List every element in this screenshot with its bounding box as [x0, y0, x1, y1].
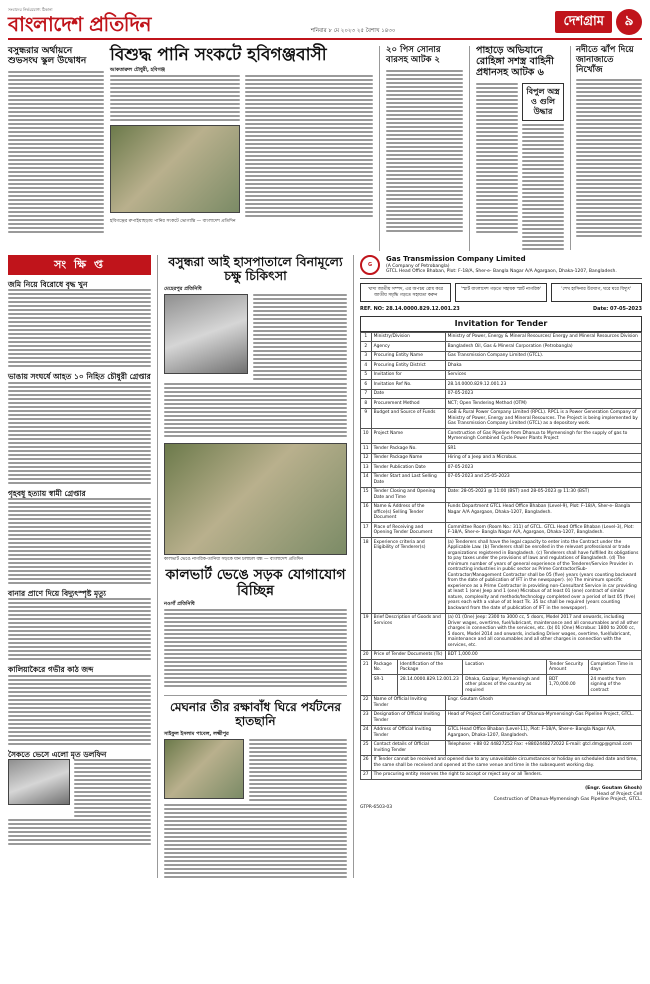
lot-cell: 24 months from signing of the contract: [588, 675, 641, 696]
water-crisis-story: [110, 46, 380, 251]
dolphin-photo: [8, 759, 70, 805]
river-story: [570, 46, 642, 250]
brief-item-body: [8, 289, 151, 367]
tender-cell-value: Head of Project Cell Construction of Dhanua-Mymensingh Gas Pipeline Project, GTCL.: [445, 710, 641, 725]
masthead: [8, 6, 642, 40]
slogan: 'স্মার্ট বাংলাদেশ গড়তে সহায়ক স্মার্ট নাগরিক': [455, 283, 546, 302]
tender-cell-label: Brief Description of Goods and Services: [371, 613, 445, 650]
school-body: [8, 71, 104, 233]
arms-recovered-box: বিপুল অস্ত্র ও গুলি উদ্ধার: [522, 83, 564, 121]
tender-cell-no: 14: [361, 472, 372, 487]
tender-cell-value: Gas Transmission Company Limited (GTCL).: [445, 351, 641, 361]
lot-header: Package No.: [371, 660, 398, 675]
section-badge: [555, 9, 642, 35]
tender-cell-label: Tender Start and Last Selling Date: [371, 472, 445, 487]
brief-item-title: জমি নিয়ে বিরোধে বৃদ্ধ খুন: [8, 279, 88, 289]
brief-item-body: [8, 598, 151, 660]
meghna-body-a: [249, 739, 347, 801]
tender-signature: [360, 786, 642, 803]
tender-row: [361, 725, 642, 740]
tender-header: [360, 255, 642, 279]
tender-cell-no: 25: [361, 740, 372, 755]
tender-cell-value: GoB & Rural Power Company Limited (RPCL). RPCL is a Power Generation Company of Ministry of Power, Energy and Mineral Resources. The Project is being implemented by Gas Transmission Company Limited (GTCL) as a depository work.: [445, 408, 641, 429]
date-line: শনিবার ৮ মে ২০২৩ ২৫ বৈশাখ ১৪৩০: [310, 28, 396, 35]
gold-bar-headline: ২০ পিস সোনার বারসহ আটক ২: [386, 45, 441, 65]
culvert-body: [164, 609, 347, 687]
brief-items: [8, 280, 151, 845]
tender-cell-value: Hiring of a Jeep and a Microbus.: [445, 453, 641, 463]
tender-cell-no: 4: [361, 361, 372, 371]
tender-cell-label: Name of Official Inviting Tender: [371, 695, 445, 710]
slogans: [360, 283, 642, 302]
tender-cell-label: Price of Tender Documents (Tk): [371, 650, 445, 660]
tender-cell-no: 10: [361, 429, 372, 444]
tender-cell-label: Tender Closing and Opening Date and Time: [371, 487, 445, 502]
tender-row: [361, 380, 642, 390]
signer-org: Construction of Dhanua-Mymensingh Gas Pipeline Project, GTCL.: [493, 797, 642, 803]
tender-cell-value: Ministry of Power, Energy & Mineral Resources/ Energy and Mineral Resources Division: [445, 332, 641, 342]
tender-cell-value: Telephone: +88 02 44827252 Fax: +8802448272022 E-mail: gtcl.dmgp@gmail.com: [445, 740, 641, 755]
tender-title: Invitation for Tender: [360, 316, 642, 332]
tender-row: [361, 502, 642, 523]
tender-cell-label: Procuring Entity District: [371, 361, 445, 371]
rohingya-headline: পাহাড়ে অভিযানে রোহিঙ্গা সশস্ত্র বাহিনী প্রধানসহ আটক ৬: [476, 45, 554, 78]
tender-footer-code: GTPR-6503-03: [360, 805, 393, 811]
tender-cell-no: 22: [361, 695, 372, 710]
tender-cell-label: Budget and Source of Funds: [371, 408, 445, 429]
tender-row: [361, 332, 642, 342]
tender-row: [361, 444, 642, 454]
tender-table-contacts: [360, 695, 642, 781]
water-crisis-body-a: [110, 75, 240, 121]
tender-cell-value: Engr. Goutam Ghosh: [445, 695, 641, 710]
tender-row: [361, 429, 642, 444]
tender-cell-no: 7: [361, 389, 372, 399]
rohingya-body-a: [476, 83, 518, 250]
tender-cell-no: 8: [361, 399, 372, 409]
meghna-byline: সাইফুল ইসলাম পাবেল, লক্ষ্মীপুর: [164, 730, 229, 737]
page-number: ৯: [616, 9, 642, 35]
tender-cell-value: 07-05-2023: [445, 389, 641, 399]
brief-column: [8, 255, 158, 878]
culvert-headline: কালভার্ট ভেঙে সড়ক যোগাযোগ বিচ্ছিন্ন: [165, 566, 346, 599]
lot-header: Tender Security Amount: [547, 660, 589, 675]
tender-date: Date: 07-05-2023: [592, 306, 642, 313]
brief-item-title: গৃহবধূ হত্যায় স্বামী গ্রেপ্তার: [8, 488, 86, 498]
river-headline: নদীতে ঝাঁপ দিয়ে জানাজাতে নিখোঁজ: [576, 45, 634, 75]
tender-cell-label: Name & Address of the office(s) Selling Tender Document: [371, 502, 445, 523]
tender-cell-no: 17: [361, 523, 372, 538]
tender-cell-value: (a) Tenderers shall have the legal capacity to enter into the Contract under the Applicable Law. (b) Tenderers shall be enrolled in the relevant professional or trade organizations registered in Bangladesh. (c) Tenderers shall have fulfilled its obligations to pay taxes under the provisions of laws and regulations of Bangladesh. (d) The minimum number of years of general experience of the Tenderer/Service Provider in contracting industries in public sector as Prime Contractor/Sub-Contractor/Management Contractor shall be 05 (five) years (years counting backward from the date of publication of IFT in the newspaper). (e) The minimum specific experience as a Prime Contractor in providing non-Consultant Service in car providing at least 1 (one) Jeep and 1 (one) Microbus of at least 01 (one) contract of similar nature, complexity and methods/technology completed over a period of last 05 (five) years each with a value of at least Tk. 35 lac shall be required (years counting backward from the date of publication of IFT in the newspaper).: [445, 538, 641, 614]
tender-cell-no: 2: [361, 342, 372, 352]
tender-cell-label: Invitation for: [371, 370, 445, 380]
lower-section: [8, 255, 642, 878]
tender-cell-value: Construction of Gas Pipeline from Dhanua to Mymensingh for the supply of gas to Mymensingh Combined Cycle Power Plants Project: [445, 429, 641, 444]
eye-hospital-byline: মেহেরপুর প্রতিনিধি: [164, 285, 202, 292]
lot-header: Identification of the Package: [398, 660, 463, 675]
culvert-photo: [164, 443, 347, 555]
tender-cell-label: Agency: [371, 342, 445, 352]
tender-cell-value: BDT 1,000.00: [445, 650, 641, 660]
tender-row: [361, 342, 642, 352]
tender-cell-value: Date: 28-05-2023 @ 11:00 (BST) and 28-05-2023 @ 11:30 (BST): [445, 487, 641, 502]
eye-hospital-headline: বসুন্ধরা আই হাসপাতালে বিনামূল্যে চক্ষু চিকিৎসা: [168, 254, 343, 284]
lot-cell: SR-1: [371, 675, 398, 696]
tender-row: [361, 740, 642, 755]
tender-lot-table: [360, 659, 642, 696]
gtcl-name: Gas Transmission Company Limited: [386, 255, 526, 263]
brief-item-title: সৈকতে ভেসে এলো মৃত ডলফিন: [8, 749, 107, 759]
rohingya-story: [476, 46, 642, 251]
lot-cell: Dhaka, Gazipur, Mymensingh and other places of the country as required: [463, 675, 547, 696]
tender-cell-no: 24: [361, 725, 372, 740]
tender-cell-value: Committee Room (Room No.: 311) of GTCL. GTCL Head Office Bhaban (Level-3), Plot: F-18/A, Sher-e- Bangla Nagar A/A, Agargaon, Dhaka-1207, Bangladesh.: [445, 523, 641, 538]
brief-item-title: ভাঙায় সংঘর্ষে আহত ১০ নিহিত চৌধুরী গ্রেপ্তার: [8, 372, 151, 382]
tender-cell-label: Designation of Official Inviting Tender: [371, 710, 445, 725]
tender-row: [361, 389, 642, 399]
tender-cell-value: 28.14.0000.829.12.001.23: [445, 380, 641, 390]
brief-item-body: [74, 759, 151, 817]
river-body: [576, 79, 642, 237]
tender-row: [361, 613, 642, 650]
tender-row: [361, 370, 642, 380]
tender-cell-value: Funds Department GTCL Head Office Bhaban (Level-9), Plot: F-18/A, Sher-e- Bangla Nagar A/A Agargaon, Dhaka-1207, Bangladesh.: [445, 502, 641, 523]
tender-note: The procuring entity reserves the right to accept or reject any or all Tenders.: [371, 770, 641, 780]
water-crisis-headline: বিশুদ্ধ পানি সংকটে হবিগঞ্জবাসী: [110, 45, 327, 65]
school-headline: বসুন্ধরার অর্থায়নে শুভসংঘ স্কুল উদ্বোধন: [8, 46, 87, 67]
tender-cell-value: 07-05-2023: [445, 463, 641, 473]
eye-hospital-body-b: [164, 383, 347, 437]
rohingya-body-b: [522, 124, 564, 250]
tender-cell-value: GTCL Head Office Bhaban (Level-11), Plot: F-18/A, Sher-e- Bangla Nagar A/A, Agargaon, Dhaka-1207, Bangladesh.: [445, 725, 641, 740]
tender-notice: [360, 255, 642, 878]
gold-bar-story: [386, 46, 470, 251]
tender-cell-no: 16: [361, 502, 372, 523]
tender-row: [361, 453, 642, 463]
top-stories: [8, 46, 642, 251]
tender-row-no: 26: [361, 755, 372, 770]
tender-cell-no: 12: [361, 453, 372, 463]
lot-header: Location: [463, 660, 547, 675]
tender-cell-no: 23: [361, 710, 372, 725]
tender-cell-value: Dhaka: [445, 361, 641, 371]
tender-row: [361, 361, 642, 371]
tender-cell-label: Invitation Ref No.: [371, 380, 445, 390]
tender-row: [361, 351, 642, 361]
brief-item-body: [8, 675, 151, 745]
brand-tagline: সংবাদের নির্ভরযোগ্য ঠিকানা: [8, 7, 53, 12]
gtcl-logo-icon: G: [360, 255, 380, 275]
water-crisis-photo: [110, 125, 240, 213]
tender-table: [360, 332, 642, 661]
school-story: [8, 46, 104, 251]
tender-cell-value: SR1: [445, 444, 641, 454]
meghna-photo: [164, 739, 244, 799]
tender-note: If Tender cannot be received and opened due to any unavoidable circumstances or holiday on scheduled date and time, the same shall be received and opened at the same venue and time in the subsequent working day.: [371, 755, 641, 770]
tender-row: [361, 523, 642, 538]
slogan: খাদ্য জাতীয় সম্পদ, এর অপচয় রোধ করে জাতীয় সমৃদ্ধি গড়তে সহায়তা করুন: [360, 283, 451, 302]
tender-cell-no: 15: [361, 487, 372, 502]
tender-cell-value: NCT; Open Tendering Method (OTM): [445, 399, 641, 409]
section-name: দেশগ্রাম: [555, 11, 612, 33]
tender-cell-no: 9: [361, 408, 372, 429]
brief-item-body: [8, 819, 151, 845]
tender-cell-label: Procurement Method: [371, 399, 445, 409]
tender-cell-no: 3: [361, 351, 372, 361]
culvert-byline: নওগাঁ প্রতিনিধি: [164, 600, 195, 607]
gtcl-subtitle: (A Company of Petrobangla): [386, 263, 450, 269]
tender-cell-label: Experience criteria and Eligibility of Tenderer(s): [371, 538, 445, 614]
tender-cell-label: Tender Publication Date: [371, 463, 445, 473]
tender-cell-label: Project Name: [371, 429, 445, 444]
tender-cell-value: Services: [445, 370, 641, 380]
brief-item-body: [8, 382, 151, 484]
tender-ref-no: REF. NO: 28.14.0000.829.12.001.23: [360, 306, 460, 313]
tender-cell-no: 19: [361, 613, 372, 650]
tender-row-no: 27: [361, 770, 372, 780]
slogan: 'শেখ হাসিনার উদ্যোগ, ঘরে ঘরে বিদ্যুৎ': [551, 283, 642, 302]
lot-header: Completion Time in days: [588, 660, 641, 675]
water-crisis-body-b: [245, 75, 373, 217]
tender-row: [361, 487, 642, 502]
tender-cell-value: Bangladesh Oil, Gas & Mineral Corporation (Petrobangla): [445, 342, 641, 352]
tender-row: [361, 710, 642, 725]
tender-cell-no: 5: [361, 370, 372, 380]
tender-row: [361, 472, 642, 487]
signer-role: Head of Project Cell: [596, 791, 642, 797]
tender-cell-no: 13: [361, 463, 372, 473]
eye-hospital-photo: [164, 294, 248, 374]
tender-cell-no: 18: [361, 538, 372, 614]
tender-row: [361, 399, 642, 409]
tender-cell-label: Ministry/Division: [371, 332, 445, 342]
tender-row: [361, 463, 642, 473]
tender-row-no: 21: [361, 660, 372, 696]
tender-cell-value: (a) 01 (One) Jeep: 2300 to 3000 cc, 5 doors, Model 2017 and onwards, including Driver wages, overtime, fuel/lubricant, maintenance and all consumables and all other charges in connection with the services, etc. (b) 01 (One) Microbus: 1800 to 2000 cc, 5 doors, Model 2014 and onwards, including Driver wages, overtime, fuel/lubricant, maintenance and all consumables and all other charges in connection with the services, etc.: [445, 613, 641, 650]
tender-cell-label: Date: [371, 389, 445, 399]
brief-item-title: বানার প্রাণে দিয়ে বিদ্যুৎস্পৃষ্ট মৃত্যু: [8, 588, 106, 598]
center-column: [164, 255, 354, 878]
tender-cell-value: 07-05-2023 and 25-05-2023: [445, 472, 641, 487]
tender-row: [361, 408, 642, 429]
brief-item-title: কালিয়াকৈরে গভীর কাঠ জব্দ: [8, 665, 94, 675]
gtcl-address: GTCL Head Office Bhaban, Plot: F-18/A, Sher-e- Bangla Nagar A/A Agargaon, Dhaka-1207, Bangladesh.: [386, 269, 617, 275]
tender-cell-label: Tender Package No.: [371, 444, 445, 454]
tender-cell-label: Tender Package Name: [371, 453, 445, 463]
brand: [8, 7, 151, 37]
tender-reference-line: [360, 306, 642, 312]
eye-hospital-body-a: [253, 294, 347, 380]
tender-row: [361, 538, 642, 614]
water-crisis-caption: হবিগঞ্জের রুপাইয়াছড়ায় পানির সংকটে ভোগান্তি — বাংলাদেশ প্রতিদিন: [110, 218, 236, 224]
tender-cell-label: Procuring Entity Name: [371, 351, 445, 361]
gold-bar-body: [386, 70, 463, 232]
culvert-caption: কালভার্ট ভেঙে নাগরিক-তানিয়া সড়কে যান চলাচল বন্ধ — বাংলাদেশ প্রতিদিন: [164, 557, 303, 562]
signer-name: (Engr. Goutam Ghosh): [585, 786, 642, 791]
tender-cell-no: 6: [361, 380, 372, 390]
tender-cell-no: 1: [361, 332, 372, 342]
tender-cell-label: Place of Receiving and Opening Tender Document: [371, 523, 445, 538]
lot-cell: 28.14.0000.829.12.001.23: [398, 675, 463, 696]
water-crisis-byline: আকতারুল চৌধুরী, হবিগঞ্জ: [110, 66, 166, 73]
meghna-body-b: [164, 804, 347, 878]
lot-cell: BDT 1,70,000.00: [547, 675, 589, 696]
tender-cell-no: 11: [361, 444, 372, 454]
tender-row: [361, 695, 642, 710]
brief-section-bar: সং ক্ষি প্ত: [8, 255, 151, 275]
tender-cell-label: Address of Official Inviting Tender: [371, 725, 445, 740]
brief-item-body: [8, 498, 151, 584]
tender-cell-label: Contact details of Official Inviting Tender: [371, 740, 445, 755]
meghna-headline: মেঘনার তীর রক্ষাবাঁধ ঘিরে পর্যটনের হাতছানি: [164, 695, 347, 729]
brand-name: বাংলাদেশ প্রতিদিন: [8, 12, 151, 36]
tender-cell-no: 20: [361, 650, 372, 660]
